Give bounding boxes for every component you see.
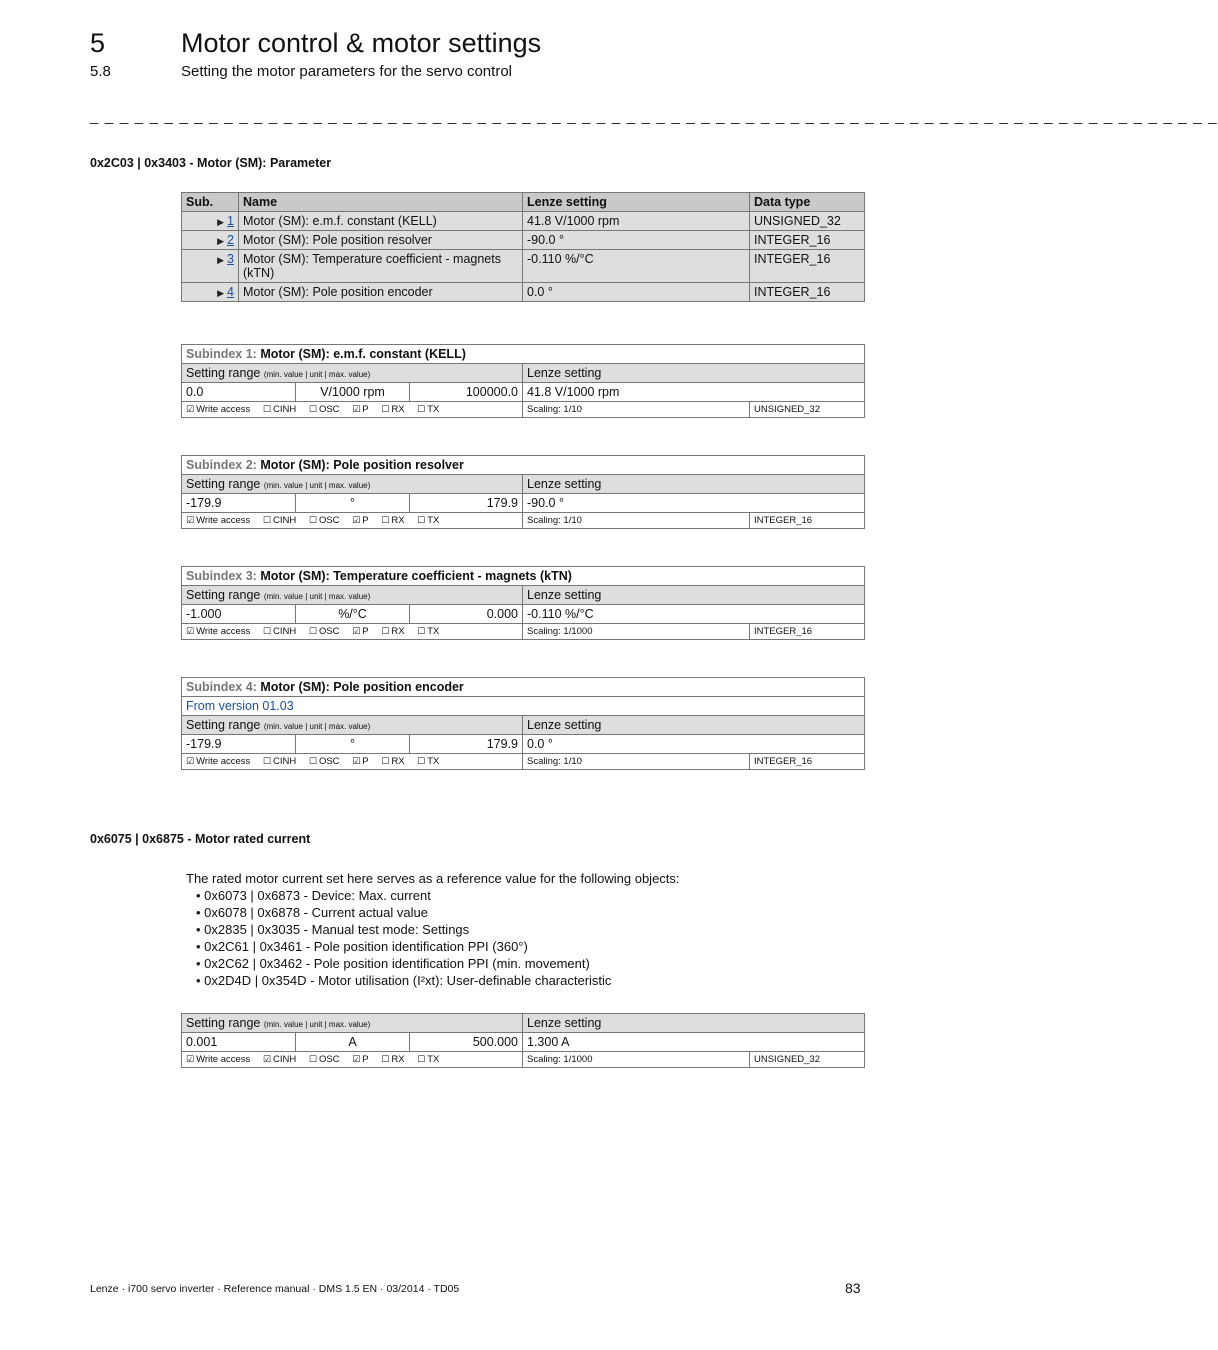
table-header-row (182, 193, 865, 212)
checkbox-empty-icon: ☐ (262, 757, 271, 767)
column-header: Lenze setting (523, 193, 750, 212)
scaling: Scaling: 1/1000 (523, 624, 750, 640)
unit-value: ° (296, 735, 410, 754)
lenze-setting-label: Lenze setting (523, 1014, 865, 1033)
sub-cell (182, 231, 239, 250)
version-note: From version 01.03 (182, 697, 865, 716)
checkbox-checked-icon: ☑ (186, 1055, 195, 1065)
triangle-right-icon: ▶ (217, 255, 225, 265)
checkbox-empty-icon: ☐ (417, 1055, 426, 1065)
list-item: • 0x2D4D | 0x354D - Motor utilisation (I²xt): User-definable characteristic (196, 972, 680, 989)
table-row (182, 383, 865, 402)
checkbox-empty-icon: ☐ (417, 516, 426, 526)
triangle-right-icon: ▶ (217, 236, 225, 246)
setting-range-label: Setting range (min. value | unit | max. value) (182, 586, 523, 605)
footer-text: Lenze · i700 servo inverter · Reference manual · DMS 1.5 EN · 03/2014 · TD05 (90, 1283, 460, 1295)
data-type: INTEGER_16 (750, 754, 865, 770)
checkbox-checked-icon: ☑ (186, 516, 195, 526)
max-value: 179.9 (410, 494, 523, 513)
table-row (182, 283, 865, 302)
list-item: • 0x6078 | 0x6878 - Current actual value (196, 904, 680, 921)
checkbox-empty-icon: ☐ (381, 757, 390, 767)
setting-range-label: Setting range (min. value | unit | max. value) (182, 475, 523, 494)
lenze-cell: 41.8 V/1000 rpm (523, 212, 750, 231)
scaling: Scaling: 1/10 (523, 754, 750, 770)
checkbox-checked-icon: ☑ (186, 627, 195, 637)
access-flags: ☑ Write access ☑ CINH ☐ OSC ☑ P ☐ RX ☐ TX (182, 1052, 523, 1068)
column-header: Sub. (182, 193, 239, 212)
checkbox-checked-icon: ☑ (186, 405, 195, 415)
checkbox-empty-icon: ☐ (417, 757, 426, 767)
subindex-table (181, 344, 865, 418)
subindex-link-2[interactable]: 2 (227, 233, 234, 247)
unit-value: V/1000 rpm (296, 383, 410, 402)
data-type: INTEGER_16 (750, 624, 865, 640)
lenze-value: 1.300 A (523, 1033, 865, 1052)
lenze-setting-label: Lenze setting (523, 475, 865, 494)
lenze-setting-label: Lenze setting (523, 586, 865, 605)
checkbox-checked-icon: ☑ (352, 405, 361, 415)
lenze-cell: -90.0 ° (523, 231, 750, 250)
subindex-table (181, 566, 865, 640)
subindex-title: Subindex 2: Motor (SM): Pole position resolver (182, 456, 865, 475)
checkbox-checked-icon: ☑ (352, 1055, 361, 1065)
section-title: Setting the motor parameters for the servo control (181, 63, 512, 80)
chapter-number: 5 (90, 28, 106, 58)
flags-row (182, 402, 865, 418)
subindex-link-4[interactable]: 4 (227, 285, 234, 299)
sub-cell (182, 212, 239, 231)
param2-description (186, 870, 680, 989)
table-row (182, 1033, 865, 1052)
flags-row (182, 624, 865, 640)
checkbox-empty-icon: ☐ (417, 627, 426, 637)
reference-list (186, 887, 680, 989)
sub-cell (182, 250, 239, 283)
unit-value: %/°C (296, 605, 410, 624)
triangle-right-icon: ▶ (217, 217, 225, 227)
flags-row (182, 754, 865, 770)
checkbox-empty-icon: ☐ (381, 405, 390, 415)
access-flags: ☑ Write access ☐ CINH ☐ OSC ☑ P ☐ RX ☐ TX (182, 402, 523, 418)
max-value: 0.000 (410, 605, 523, 624)
name-cell: Motor (SM): Pole position encoder (239, 283, 523, 302)
min-value: 0.001 (182, 1033, 296, 1052)
checkbox-checked-icon: ☑ (352, 516, 361, 526)
checkbox-empty-icon: ☐ (381, 627, 390, 637)
lenze-cell: -0.110 %/°C (523, 250, 750, 283)
checkbox-empty-icon: ☐ (381, 1055, 390, 1065)
access-flags: ☑ Write access ☐ CINH ☐ OSC ☑ P ☐ RX ☐ TX (182, 624, 523, 640)
name-cell: Motor (SM): e.m.f. constant (KELL) (239, 212, 523, 231)
type-cell: UNSIGNED_32 (750, 212, 865, 231)
table-row (182, 212, 865, 231)
scaling: Scaling: 1/10 (523, 402, 750, 418)
scaling: Scaling: 1/1000 (523, 1052, 750, 1068)
lenze-value: 0.0 ° (523, 735, 865, 754)
checkbox-checked-icon: ☑ (262, 1055, 271, 1065)
chapter-title: Motor control & motor settings (181, 28, 542, 58)
unit-value: ° (296, 494, 410, 513)
table-row (182, 735, 865, 754)
table-row (182, 494, 865, 513)
list-item: • 0x2C62 | 0x3462 - Pole position identification PPI (min. movement) (196, 955, 680, 972)
setting-range-label: Setting range (min. value | unit | max. value) (182, 364, 523, 383)
access-flags: ☑ Write access ☐ CINH ☐ OSC ☑ P ☐ RX ☐ TX (182, 513, 523, 529)
intro-text: The rated motor current set here serves as a reference value for the following objects: (186, 871, 680, 886)
table-row (182, 605, 865, 624)
param1-heading: 0x2C03 | 0x3403 - Motor (SM): Parameter (90, 156, 332, 170)
rated-current-table (181, 1013, 865, 1068)
checkbox-checked-icon: ☑ (186, 757, 195, 767)
type-cell: INTEGER_16 (750, 283, 865, 302)
section-number: 5.8 (90, 63, 111, 80)
checkbox-empty-icon: ☐ (417, 405, 426, 415)
name-cell: Motor (SM): Pole position resolver (239, 231, 523, 250)
data-type: UNSIGNED_32 (750, 1052, 865, 1068)
checkbox-checked-icon: ☑ (352, 757, 361, 767)
max-value: 100000.0 (410, 383, 523, 402)
setting-range-label: Setting range (min. value | unit | max. value) (182, 716, 523, 735)
checkbox-empty-icon: ☐ (381, 516, 390, 526)
list-item: • 0x6073 | 0x6873 - Device: Max. current (196, 887, 680, 904)
unit-value: A (296, 1033, 410, 1052)
name-cell: Motor (SM): Temperature coefficient - magnets (kTN) (239, 250, 523, 283)
param2-heading: 0x6075 | 0x6875 - Motor rated current (90, 832, 311, 846)
setting-range-label: Setting range (min. value | unit | max. value) (182, 1014, 523, 1033)
min-value: 0.0 (182, 383, 296, 402)
table-row (182, 250, 865, 283)
triangle-right-icon: ▶ (217, 288, 225, 298)
checkbox-empty-icon: ☐ (262, 516, 271, 526)
subindex-table (181, 677, 865, 770)
checkbox-checked-icon: ☑ (352, 627, 361, 637)
max-value: 179.9 (410, 735, 523, 754)
flags-row (182, 1052, 865, 1068)
page-number: 83 (845, 1280, 861, 1296)
lenze-value: -0.110 %/°C (523, 605, 865, 624)
checkbox-empty-icon: ☐ (308, 405, 317, 415)
header-divider: _ _ _ _ _ _ _ _ _ _ _ _ _ _ _ _ _ _ _ _ _ _ _ _ _ _ _ _ _ _ _ _ _ _ _ _ _ _ _ _ _ _ _ _ _ _ _ _ _ _ _ _ _ _ _ _ _ _ _ _ _ _ _ _ _ _ _ _ _ _ _ _ _ _ _ _ (90, 108, 1218, 125)
subindex-title: Subindex 1: Motor (SM): e.m.f. constant (KELL) (182, 345, 865, 364)
checkbox-empty-icon: ☐ (308, 627, 317, 637)
min-value: -179.9 (182, 735, 296, 754)
param-overview-table (181, 192, 865, 302)
min-value: -1.000 (182, 605, 296, 624)
subindex-table (181, 455, 865, 529)
flags-row (182, 513, 865, 529)
lenze-setting-label: Lenze setting (523, 364, 865, 383)
data-type: INTEGER_16 (750, 513, 865, 529)
type-cell: INTEGER_16 (750, 231, 865, 250)
column-header: Name (239, 193, 523, 212)
checkbox-empty-icon: ☐ (262, 405, 271, 415)
lenze-value: 41.8 V/1000 rpm (523, 383, 865, 402)
lenze-setting-label: Lenze setting (523, 716, 865, 735)
scaling: Scaling: 1/10 (523, 513, 750, 529)
checkbox-empty-icon: ☐ (308, 1055, 317, 1065)
subindex-link-3[interactable]: 3 (227, 252, 234, 266)
subindex-title: Subindex 3: Motor (SM): Temperature coefficient - magnets (kTN) (182, 567, 865, 586)
checkbox-empty-icon: ☐ (308, 516, 317, 526)
checkbox-empty-icon: ☐ (262, 627, 271, 637)
min-value: -179.9 (182, 494, 296, 513)
subindex-link-1[interactable]: 1 (227, 214, 234, 228)
subindex-title: Subindex 4: Motor (SM): Pole position encoder (182, 678, 865, 697)
list-item: • 0x2835 | 0x3035 - Manual test mode: Settings (196, 921, 680, 938)
sub-cell (182, 283, 239, 302)
type-cell: INTEGER_16 (750, 250, 865, 283)
column-header: Data type (750, 193, 865, 212)
lenze-value: -90.0 ° (523, 494, 865, 513)
checkbox-empty-icon: ☐ (308, 757, 317, 767)
table-row (182, 231, 865, 250)
max-value: 500.000 (410, 1033, 523, 1052)
data-type: UNSIGNED_32 (750, 402, 865, 418)
list-item: • 0x2C61 | 0x3461 - Pole position identification PPI (360°) (196, 938, 680, 955)
access-flags: ☑ Write access ☐ CINH ☐ OSC ☑ P ☐ RX ☐ TX (182, 754, 523, 770)
lenze-cell: 0.0 ° (523, 283, 750, 302)
